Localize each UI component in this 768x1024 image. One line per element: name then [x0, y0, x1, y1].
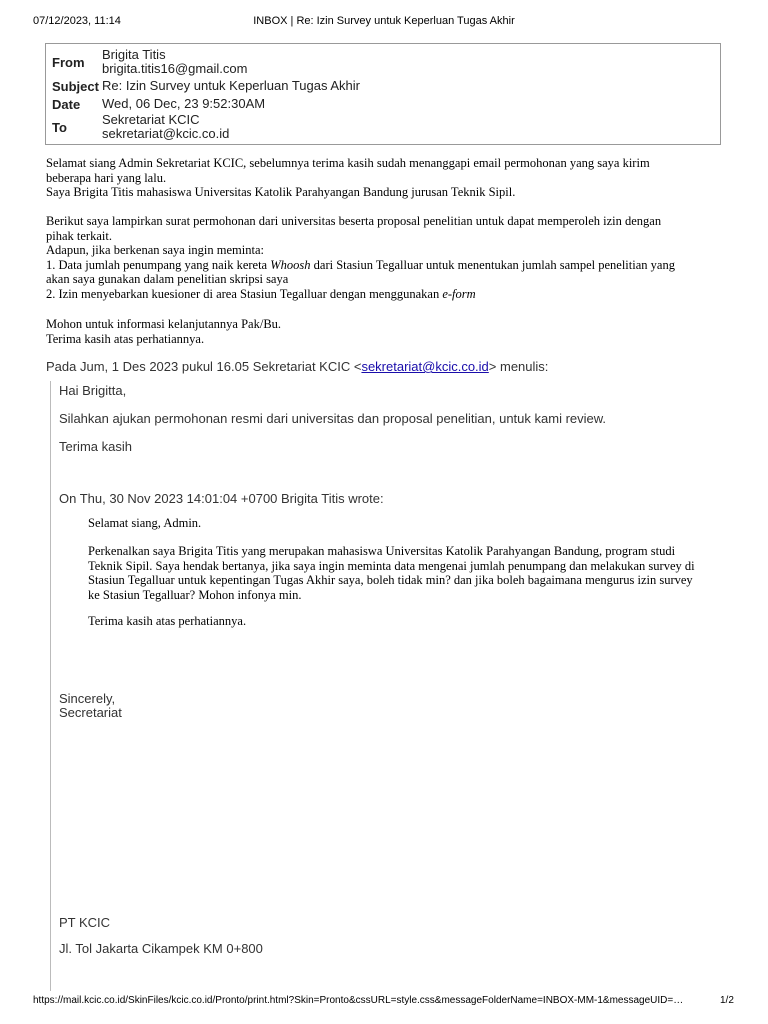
body-closing	[46, 317, 726, 346]
body-paragraph-1	[46, 156, 726, 200]
print-datetime: 07/12/2023, 11:14	[33, 15, 121, 27]
inner-line: Teknik Sipil. Saya hendak bertanya, jika saya ingin meminta data mengenai jumlah penumpang dan melakukan survey di	[88, 558, 695, 573]
closing-line: Mohon untuk informasi kelanjutannya Pak/Bu.	[46, 317, 282, 331]
body-paragraph-2	[46, 214, 726, 301]
reply-message: Silahkan ajukan permohonan resmi dari universitas dan proposal penelitian, untuk kami review.	[59, 411, 607, 426]
quote-intro: Pada Jum, 1 Des 2023 pukul 16.05 Sekretariat KCIC <sekretariat@kcic.co.id> menulis:	[46, 359, 549, 374]
from-email: brigita.titis16@gmail.com	[102, 61, 248, 76]
inner-paragraph	[88, 544, 718, 602]
whoosh-emphasis: Whoosh	[270, 257, 311, 272]
body-line: Selamat siang Admin Sekretariat KCIC, sebelumnya terima kasih sudah menanggapi email permohonan yang saya kirim	[46, 156, 650, 170]
signature-company: PT KCIC	[59, 915, 111, 930]
date-value: Wed, 06 Dec, 23 9:52:30AM	[102, 96, 266, 111]
signature-sincerely: Sincerely,	[59, 691, 116, 706]
from-name: Brigita Titis	[102, 47, 166, 62]
request-item-1: 1. Data jumlah penumpang yang naik kereta Whoosh dari Stasiun Tegalluar untuk menentukan jumlah sampel penelitian yang	[46, 257, 675, 272]
eform-emphasis: e-form	[442, 286, 476, 301]
reply-thanks: Terima kasih	[59, 439, 132, 454]
inner-thanks: Terima kasih atas perhatiannya.	[88, 614, 247, 628]
date-label: Date	[52, 97, 81, 112]
inner-greeting: Selamat siang, Admin.	[88, 516, 202, 530]
reply-greeting: Hai Brigitta,	[59, 383, 127, 398]
closing-line: Terima kasih atas perhatiannya.	[46, 331, 205, 346]
sender-email-link[interactable]: sekretariat@kcic.co.id	[361, 359, 489, 374]
page-number: 1/2	[720, 995, 734, 1006]
body-line: Adapun, jika berkenan saya ingin meminta:	[46, 243, 264, 257]
inner-line: Perkenalkan saya Brigita Titis yang merupakan mahasiswa Universitas Katolik Parahyangan Bandung, program studi	[88, 544, 676, 558]
body-line: pihak terkait.	[46, 228, 112, 243]
to-name: Sekretariat KCIC	[102, 112, 200, 127]
inner-line: ke Stasiun Tegalluar? Mohon infonya min.	[88, 587, 302, 602]
email-header	[45, 43, 721, 145]
signature-team: Secretariat	[59, 705, 122, 720]
body-line: akan saya gunakan dalam penelitian skripsi saya	[46, 272, 289, 286]
quote-wrote-line: On Thu, 30 Nov 2023 14:01:04 +0700 Brigita Titis wrote:	[59, 491, 384, 506]
from-label: From	[52, 55, 85, 70]
quote-bar	[50, 381, 51, 991]
request-item-2: 2. Izin menyebarkan kuesioner di area Stasiun Tegalluar dengan menggunakan e-form	[46, 286, 476, 301]
body-line: Saya Brigita Titis mahasiswa Universitas Katolik Parahyangan Bandung jurusan Teknik Sipil.	[46, 185, 516, 199]
subject-label: Subject	[52, 79, 99, 94]
inner-line: Stasiun Tegalluar untuk kepentingan Tugas Akhir saya, boleh tidak min? dan jika boleh bagaimana mengurus izin survey	[88, 573, 693, 587]
to-label: To	[52, 120, 67, 135]
print-title: INBOX | Re: Izin Survey untuk Keperluan Tugas Akhir	[253, 15, 515, 27]
signature-address: Jl. Tol Jakarta Cikampek KM 0+800	[59, 941, 263, 956]
print-url: https://mail.kcic.co.id/SkinFiles/kcic.co.id/Pronto/print.html?Skin=Pronto&cssURL=style.css&messageFolderName=INBOX-MM-1&messageUID=…	[33, 995, 684, 1006]
body-line: Berikut saya lampirkan surat permohonan dari universitas beserta proposal penelitian untuk dapat memperoleh izin dengan	[46, 214, 662, 228]
to-email: sekretariat@kcic.co.id	[102, 126, 230, 141]
body-line: beberapa hari yang lalu.	[46, 170, 167, 185]
subject-value: Re: Izin Survey untuk Keperluan Tugas Akhir	[102, 78, 360, 93]
